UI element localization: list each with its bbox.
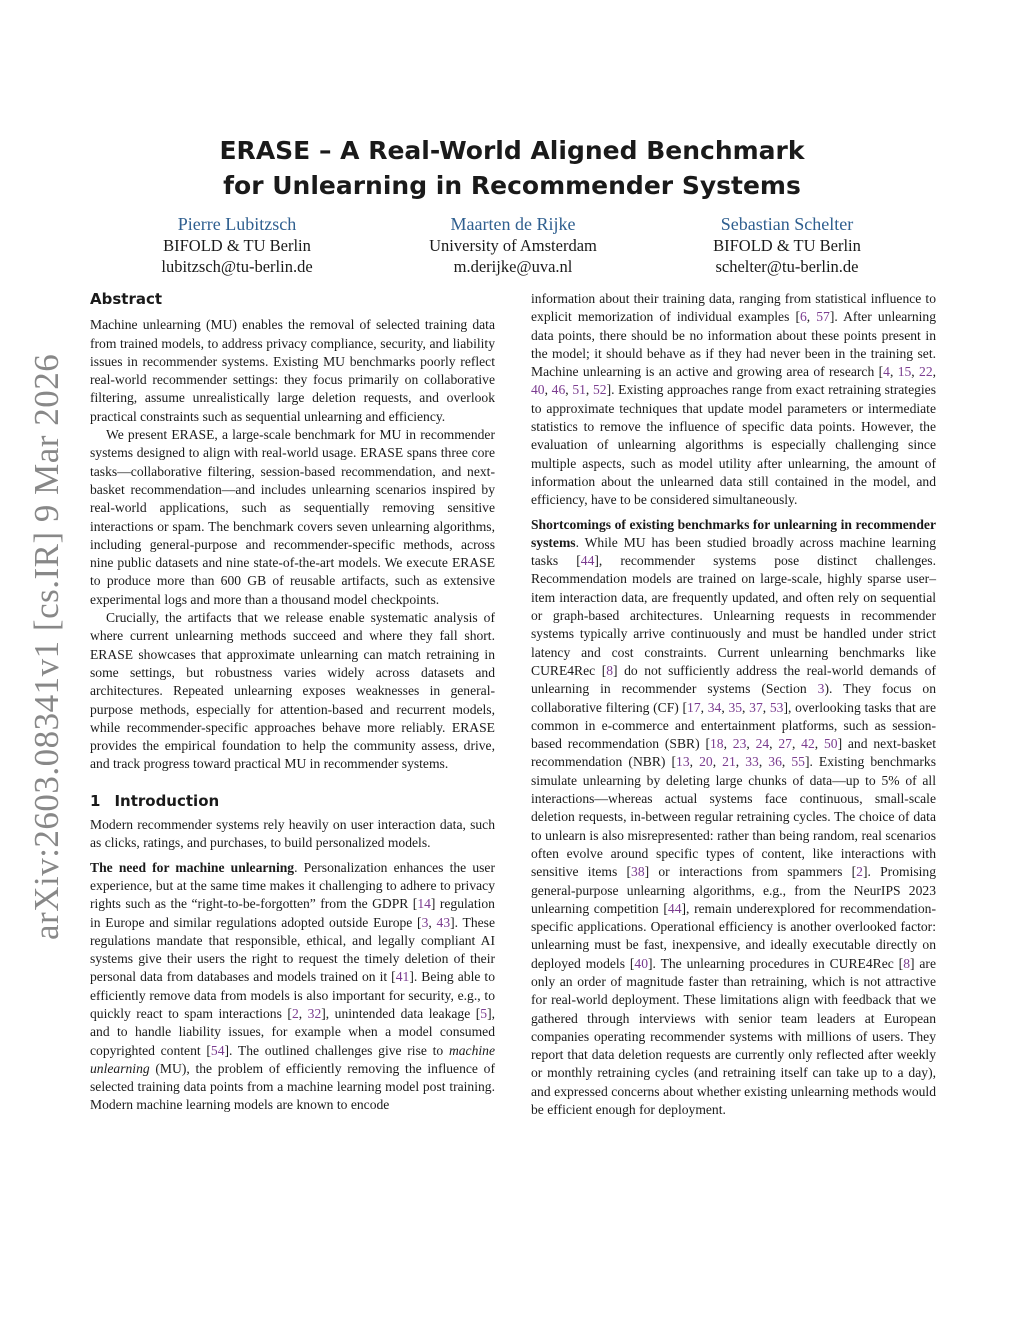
citation-link[interactable]: 44 bbox=[667, 900, 682, 916]
citation-link[interactable]: 40 bbox=[531, 382, 545, 398]
need-heading: The need for machine unlearning bbox=[90, 859, 295, 875]
citation-link[interactable]: 42 bbox=[801, 736, 815, 752]
citation-link[interactable]: 14 bbox=[417, 896, 431, 912]
citation-link[interactable]: 13 bbox=[676, 754, 690, 770]
author-name[interactable]: Pierre Lubitzsch bbox=[177, 214, 297, 234]
citation-link[interactable]: 6 bbox=[799, 309, 807, 325]
text-segment: ] and next-basket recommendation (NBR) [ bbox=[531, 736, 936, 770]
author-affiliation: University of Amsterdam bbox=[429, 236, 597, 255]
paper-title bbox=[150, 133, 874, 203]
right-paragraph-1 bbox=[531, 290, 936, 510]
citation-link[interactable]: 18 bbox=[709, 736, 724, 752]
text-segment: ]. These regulations mandate that responsible, ethical, and legally compliant AI systems give their users the right to request the timely deletion of their personal data from databases and models trained on it [ bbox=[90, 914, 495, 985]
citation-link[interactable]: 4 bbox=[883, 364, 890, 380]
separator: , bbox=[746, 736, 756, 752]
citation-link[interactable]: 2 bbox=[856, 864, 863, 880]
citation-link[interactable]: 15 bbox=[897, 364, 912, 380]
separator: , bbox=[689, 754, 700, 770]
citation-link[interactable]: 35 bbox=[728, 699, 743, 715]
author-name[interactable]: Maarten de Rijke bbox=[450, 214, 576, 234]
separator: , bbox=[762, 699, 770, 715]
shortcomings-heading: Shortcomings of existing benchmarks for unlearning in recommender systems bbox=[531, 516, 936, 550]
intro-paragraph-1: Modern recommender systems rely heavily on user interaction data, such as clicks, ratings, and purchases, to build personalized models. bbox=[90, 817, 495, 851]
separator: , bbox=[565, 382, 573, 398]
author-block bbox=[117, 214, 357, 277]
text-segment: ], and to handle liability issues, for example when a model consumed copyrighted content [ bbox=[90, 1005, 495, 1058]
emphasis-term: machine unlearning bbox=[90, 1042, 495, 1076]
separator: , bbox=[721, 699, 729, 715]
citation-link[interactable]: 24 bbox=[755, 736, 770, 752]
text-segment: ], remain underexplored for recommendation-specific applications. Operational efficiency is another overlooked factor: unlearning must be fast, inexpensive, and ideally executable directly on deployed models [ bbox=[531, 900, 936, 971]
separator: , bbox=[932, 364, 937, 380]
separator: , bbox=[712, 754, 723, 770]
separator: , bbox=[585, 382, 593, 398]
separator: , bbox=[781, 754, 792, 770]
separator: , bbox=[723, 736, 733, 752]
author-affiliation: BIFOLD & TU Berlin bbox=[163, 236, 311, 255]
separator: , bbox=[735, 754, 746, 770]
text-segment: . While MU has been studied broadly across machine learning tasks [ bbox=[531, 534, 936, 569]
title-line-1: ERASE – A Real-World Aligned Benchmark bbox=[219, 136, 805, 165]
text-segment: ], overlooking tasks that are common in e-commerce and entertainment platforms, such as session-based recommendation (SBR) [ bbox=[531, 699, 937, 752]
separator: , bbox=[700, 699, 708, 715]
separator: , bbox=[889, 364, 898, 380]
text-segment: ] do not sufficiently address the real-world demands of unlearning in recommender systems (Section bbox=[531, 662, 936, 697]
author-email: schelter@tu-berlin.de bbox=[715, 257, 859, 276]
text-segment: ]. Existing approaches range from exact retraining strategies to approximate techniques that update model parameters or intermediate statistics to remove the influence of specific data points. However, the evaluation of unlearning algorithms is especially challenging since multiple aspects, such as model utility after unlearning, the amount of information about the unlearned data still contained in the model, and efficiency, have to be considered simultaneously. bbox=[531, 382, 937, 508]
citation-link[interactable]: 53 bbox=[769, 699, 784, 715]
title-line-2: for Unlearning in Recommender Systems bbox=[223, 171, 801, 200]
citation-link[interactable]: 44 bbox=[580, 553, 595, 569]
author-name[interactable]: Sebastian Schelter bbox=[720, 214, 854, 234]
citation-link[interactable]: 55 bbox=[791, 754, 805, 770]
section-number: 1 bbox=[90, 791, 101, 810]
section-title: Introduction bbox=[114, 791, 220, 810]
left-column bbox=[90, 290, 495, 1115]
citation-link[interactable]: 41 bbox=[395, 969, 410, 985]
text-segment: . Personalization enhances the user experience, but at the same time makes it challenging to adhere to privacy rights such as the “right-to-be-forgotten” from the GDPR [ bbox=[90, 859, 495, 912]
citation-link[interactable]: 50 bbox=[823, 736, 838, 752]
text-segment: ]. Promising general-purpose unlearning algorithms, e.g., from the NeurIPS 2023 unlearning competition [ bbox=[531, 864, 937, 916]
text-segment: ). They focus on collaborative filtering (CF) [ bbox=[531, 681, 936, 715]
author-block bbox=[667, 214, 907, 277]
text-segment: ]. Being able to efficiently remove data from models is also important for security, e.g., to quickly react to spam interactions [ bbox=[90, 969, 495, 1021]
text-segment: ] or interactions from spammers [ bbox=[644, 864, 857, 880]
text-segment: information about their training data, ranging from statistical influence to explicit memorization of individual examples [ bbox=[531, 291, 936, 325]
citation-link[interactable]: 8 bbox=[903, 955, 910, 971]
citation-link[interactable]: 57 bbox=[816, 309, 830, 325]
citation-link[interactable]: 21 bbox=[722, 754, 736, 770]
separator: , bbox=[806, 309, 817, 325]
citation-link[interactable]: 52 bbox=[592, 382, 607, 398]
citation-link[interactable]: 20 bbox=[699, 754, 713, 770]
citation-link[interactable]: 51 bbox=[572, 382, 586, 398]
separator: , bbox=[769, 736, 779, 752]
right-column bbox=[531, 290, 936, 1119]
citation-link[interactable]: 54 bbox=[210, 1042, 225, 1058]
citation-link[interactable]: 2 bbox=[291, 1005, 299, 1021]
author-affiliation: BIFOLD & TU Berlin bbox=[713, 236, 861, 255]
citation-link[interactable]: 46 bbox=[551, 382, 566, 398]
citation-link[interactable]: 27 bbox=[778, 736, 792, 752]
separator: , bbox=[428, 914, 437, 930]
author-block bbox=[393, 214, 633, 277]
citation-link[interactable]: 17 bbox=[687, 699, 701, 715]
citation-link[interactable]: 33 bbox=[745, 754, 759, 770]
citation-link[interactable]: 23 bbox=[732, 736, 747, 752]
citation-link[interactable]: 5 bbox=[480, 1005, 488, 1021]
citation-link[interactable]: 38 bbox=[631, 864, 645, 880]
citation-link[interactable]: 3 bbox=[421, 914, 429, 930]
citation-link[interactable]: 36 bbox=[768, 754, 782, 770]
text-segment: ]. After unlearning data points, there should be no information about these points present in the model; it should behave as if they had never been in the training set. Machine unlearning is an active and growing area of research [ bbox=[531, 309, 936, 380]
text-segment: ]. Existing benchmarks simulate unlearning by deleting large chunks of data—up to 5% of all interactions—whereas actual systems face continuous, small-scale deletion requests, in-between regular retraining cycles. The choice of data to unlearn is also misrepresented: rather than being random, real scenarios often evolve around specific types of content, like interactions with sensitive items [ bbox=[531, 754, 936, 880]
author-email: lubitzsch@tu-berlin.de bbox=[161, 257, 313, 276]
separator: , bbox=[544, 382, 552, 398]
arxiv-identifier-stamp: arXiv:2603.08341v1 [cs.IR] 9 Mar 2026 bbox=[27, 353, 66, 940]
citation-link[interactable]: 22 bbox=[919, 364, 933, 380]
introduction-heading bbox=[90, 792, 495, 810]
text-segment: ]. The outlined challenges give rise to bbox=[224, 1042, 449, 1058]
separator: , bbox=[911, 364, 920, 380]
text-segment: ] regulation in Europe and similar regulations adopted outside Europe [ bbox=[90, 896, 495, 930]
separator: , bbox=[814, 736, 824, 752]
abstract-paragraph-3: Crucially, the artifacts that we release enable systematic analysis of where current unlearning methods succeed and where they fall short. ERASE showcases that approximate unlearning can match retraining in some settings, but robustness varies widely across datasets and architectures. Repeated unlearning exposes weaknesses in general-purpose methods, especially for attention-based and recurrent models, while recommender-specific approaches behave more reliably. ERASE provides the empirical foundation to help the community assess, drive, and track progress toward practical MU in recommender systems. bbox=[90, 610, 495, 772]
citation-link[interactable]: 43 bbox=[436, 914, 451, 930]
separator: , bbox=[791, 736, 802, 752]
text-segment: ]. The unlearning procedures in CURE4Rec [ bbox=[648, 955, 904, 971]
citation-link[interactable]: 40 bbox=[634, 955, 648, 971]
abstract-heading: Abstract bbox=[90, 290, 163, 308]
section-link[interactable]: 3 bbox=[817, 681, 825, 697]
text-segment: ], recommender systems pose distinct challenges. Recommendation models are trained on large-scale, highly sparse user–item interaction data, are frequently updated, and often rely on sequential or graph-based architectures. Unlearning requests in recommender systems typically arrive continuously and must be handled under strict latency and cost constraints. Current unlearning benchmarks like CURE4Rec [ bbox=[531, 553, 936, 678]
separator: , bbox=[742, 699, 750, 715]
abstract-paragraph-1: Machine unlearning (MU) enables the removal of selected training data from trained models, to address privacy compliance, security, and liability issues in recommender systems. Existing MU benchmarks poorly reflect real-world recommender settings: they focus primarily on collaborative filtering, assume unrealistically large deletion requests, and overlook practical constraints such as sequential unlearning and efficiency. bbox=[90, 317, 495, 424]
right-paragraph-shortcomings bbox=[531, 516, 936, 1120]
text-segment: (MU), the problem of efficiently removing the influence of selected training data points from a machine learning model post training. Modern machine learning models are known to encode bbox=[90, 1060, 495, 1113]
citation-link[interactable]: 34 bbox=[707, 699, 722, 715]
intro-paragraph-need bbox=[90, 859, 495, 1115]
abstract-paragraph-2: We present ERASE, a large-scale benchmark for MU in recommender systems designed to align with real-world usage. ERASE spans three core tasks—collaborative filtering, session-based recommendation, and next-basket recommendation—and includes unlearning scenarios inspired by real-world applications, such as sequentially removing sensitive interactions or spam. The benchmark covers seven unlearning algorithms, including general-purpose and recommender-specific methods, across nine public datasets and nine state-of-the-art models. We execute ERASE to produce more than 600 GB of reusable artifacts, such as extensive experimental logs and more than a thousand model checkpoints. bbox=[90, 427, 495, 607]
author-email: m.derijke@uva.nl bbox=[453, 257, 573, 276]
citation-link[interactable]: 37 bbox=[749, 699, 763, 715]
text-segment: ], unintended data leakage [ bbox=[321, 1005, 481, 1021]
separator: , bbox=[758, 754, 769, 770]
citation-link[interactable]: 8 bbox=[606, 662, 614, 678]
separator: , bbox=[298, 1005, 308, 1021]
citation-link[interactable]: 32 bbox=[307, 1005, 322, 1021]
text-segment: ] are only an order of magnitude faster than retraining, which is not attractive for real-world deployment. These limitations align with feedback that we gathered through interviews with senior team leaders at European companies operating recommender systems with millions of users. They report that data deletion requests are currently only reflected after weekly or monthly retraining cycles (and retraining itself can take up to a day), and expressed concerns about whether existing unlearning methods would be efficient enough for deployment. bbox=[531, 955, 936, 1118]
